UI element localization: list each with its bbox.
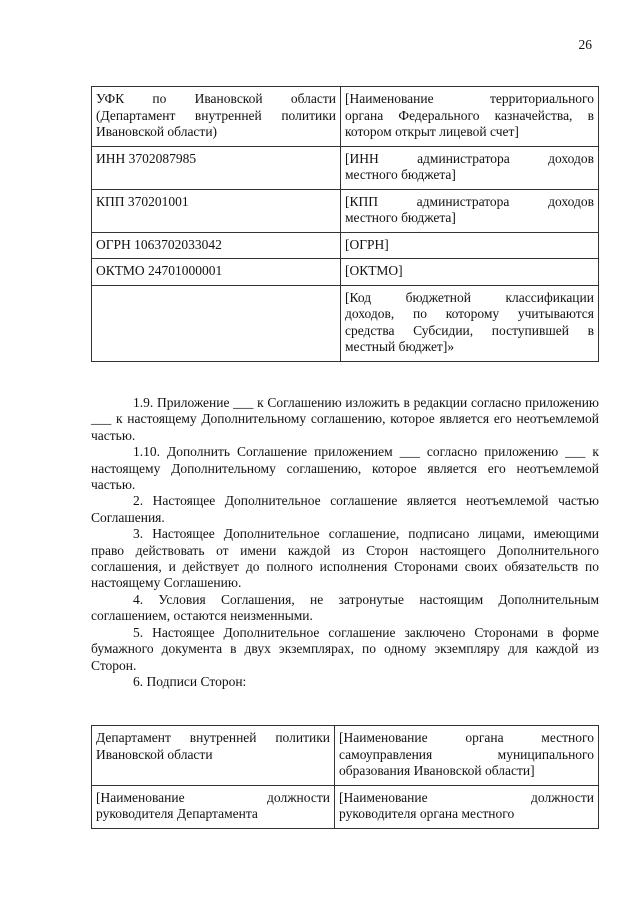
table-cell	[92, 285, 341, 361]
agreement-text	[91, 395, 599, 690]
table-cell	[92, 259, 341, 286]
table-row	[92, 189, 599, 232]
cell-text-line: местного бюджета]	[345, 210, 456, 225]
table-row	[92, 146, 599, 189]
cell-text-line: [Наименование должности	[96, 789, 330, 805]
paragraph: 1.9. Приложение ___ к Соглашению изложить в редакции согласно приложению ___ к настоящему Дополнительному соглашению, которое является его неотъемлемой частью.	[91, 395, 599, 443]
cell-text-line: ИНН 3702087985	[96, 150, 197, 166]
paragraph: 6. Подписи Сторон:	[133, 673, 247, 689]
cell-text-line: [КПП администратора доходов	[345, 193, 594, 209]
cell-text-line: [ИНН администратора доходов	[345, 150, 594, 166]
cell-text-line: местного бюджета]	[345, 167, 456, 182]
cell-text-line: КПП 370201001	[96, 193, 189, 209]
paragraph: 1.10. Дополнить Соглашение приложением ___ согласно приложению ___ к настоящему Дополнительному соглашению, которое является его неотъемлемой частью.	[91, 444, 599, 493]
table-cell	[335, 785, 599, 828]
signatures-table	[91, 725, 599, 829]
table-cell	[92, 785, 335, 828]
table-cell	[92, 146, 341, 189]
cell-text-line: котором открыт лицевой счет]	[345, 124, 519, 139]
cell-text-line: Ивановской области	[96, 746, 213, 762]
table-row	[92, 87, 599, 147]
table-row	[92, 785, 599, 828]
table-cell	[341, 285, 599, 361]
cell-text-line: образования Ивановской области]	[339, 763, 535, 778]
table-cell	[92, 87, 341, 147]
table-row	[92, 726, 599, 786]
table-row	[92, 232, 599, 259]
paragraph: 3. Настоящее Дополнительное соглашение, подписано лицами, имеющими право действовать от имени каждой из Сторон настоящего Дополнительного соглашения, и действует до полного исполнения Сторонами своих обязательств по настоящему Соглашению.	[91, 526, 599, 591]
table-cell	[341, 259, 599, 286]
paragraph: 4. Условия Соглашения, не затронутые настоящим Дополнительным соглашением, остаются неизменными.	[91, 591, 599, 624]
paragraph: 2. Настоящее Дополнительное соглашение является неотъемлемой частью Соглашения.	[91, 493, 599, 525]
cell-text-line: [Наименование должности	[339, 789, 594, 805]
cell-text-line: [ОГРН]	[345, 236, 389, 252]
cell-text-line: средства Субсидии, поступившей в	[345, 322, 594, 338]
cell-text-line: [Наименование органа местного	[339, 730, 594, 745]
table-cell	[341, 189, 599, 232]
cell-text-line: [ОКТМО]	[345, 263, 403, 278]
page-number: 26	[578, 37, 592, 52]
cell-text-line: местный бюджет]»	[345, 339, 455, 354]
cell-text-line: самоуправления муниципального	[339, 746, 594, 762]
cell-text-line: доходов, по которому учитываются	[345, 306, 594, 321]
requisites-table	[91, 86, 599, 362]
table-row	[92, 285, 599, 361]
cell-text-line: [Код бюджетной классификации	[345, 289, 594, 305]
cell-text-line: Ивановской области)	[96, 124, 218, 139]
table-cell	[341, 232, 599, 259]
table-cell	[92, 726, 335, 786]
cell-text-line: руководителя органа местного	[339, 806, 515, 821]
cell-text-line: руководителя Департамента	[96, 806, 258, 821]
table-cell	[335, 726, 599, 786]
table-cell	[341, 146, 599, 189]
cell-text-line: ОГРН 1063702033042	[96, 236, 222, 252]
paragraph: 5. Настоящее Дополнительное соглашение заключено Сторонами в форме бумажного документа в двух экземплярах, по одному экземпляру для каждой из Сторон.	[91, 624, 599, 673]
cell-text-line: органа Федерального казначейства, в	[345, 107, 594, 123]
table-row	[92, 259, 599, 286]
cell-text-line: (Департамент внутренней политики	[96, 107, 336, 123]
table-cell	[92, 189, 341, 232]
cell-text-line: Департамент внутренней политики	[96, 730, 330, 745]
table-cell	[341, 87, 599, 147]
cell-text-line: ОКТМО 24701000001	[96, 263, 223, 278]
table-cell	[92, 232, 341, 259]
cell-text-line: [Наименование территориального	[345, 91, 594, 106]
cell-text-line: УФК по Ивановской области	[96, 91, 336, 106]
